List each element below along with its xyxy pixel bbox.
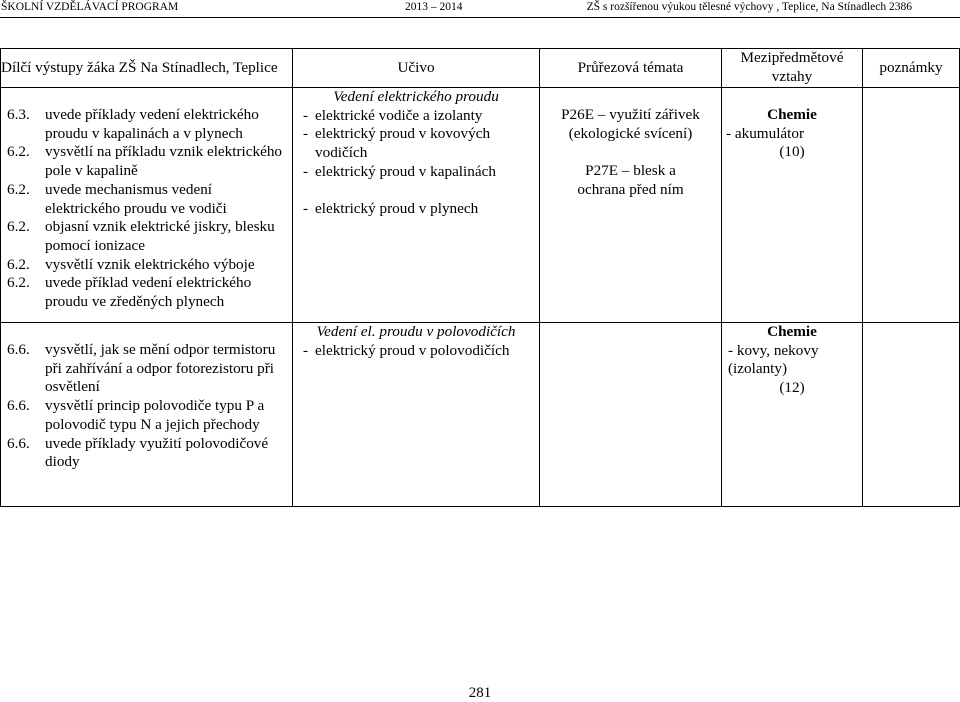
ucivo-cell <box>293 323 540 507</box>
ucivo-item <box>293 107 539 126</box>
outcome-item <box>1 106 292 143</box>
outcome-item <box>1 397 292 434</box>
outcome-number: 6.3. <box>7 106 30 123</box>
table-row <box>1 323 960 507</box>
column-header-ucivo: Učivo <box>293 49 540 88</box>
header-school-year: 2013 – 2014 <box>405 1 463 13</box>
column-header-outcomes: Dílčí výstupy žáka ZŠ Na Stínadlech, Teplice <box>1 49 293 88</box>
ucivo-topic-title: Vedení elektrického proudu <box>333 88 499 105</box>
interdisciplinary-cell <box>722 323 863 507</box>
column-header-interdisciplinary: Mezipředmětové vztahy <box>722 49 863 88</box>
outcome-text: uvede mechanismus vedení elektrického proudu ve vodiči <box>45 180 227 217</box>
table-row <box>1 88 960 323</box>
outcome-item <box>1 435 292 472</box>
spacer <box>540 143 721 162</box>
dash-marker: - <box>303 106 309 124</box>
ucivo-item-text: elektrický proud v plynech <box>315 200 479 218</box>
ucivo-item <box>293 342 539 361</box>
header-school-program: ŠKOLNÍ VZDĚLÁVACÍ PROGRAM <box>1 1 179 13</box>
outcome-text: vysvětlí, jak se mění odpor termistoru při zahřívání a odpor fotorezistoru při osvětlení <box>45 341 276 396</box>
outcome-number: 6.2. <box>7 255 30 273</box>
subject-topic: - akumulátor <box>726 124 805 142</box>
outcome-number: 6.6. <box>7 397 30 415</box>
dash-marker: - <box>303 125 309 143</box>
table-header-row <box>1 49 960 88</box>
column-header-cross-curricular: Průřezová témata <box>540 49 722 88</box>
dash-marker: - <box>303 341 309 359</box>
outcome-item <box>1 256 292 275</box>
subject-name: Chemie <box>767 106 817 123</box>
outcome-number: 6.6. <box>7 434 30 452</box>
page-number: 281 <box>468 685 492 701</box>
spacer <box>293 182 539 201</box>
subject-topic: - kovy, nekovy (izolanty) <box>728 341 819 378</box>
outcome-text: vysvětlí na příkladu vznik elektrického pole v kapalině <box>45 143 283 180</box>
outcome-number: 6.2. <box>7 180 30 198</box>
outcome-item <box>1 274 292 311</box>
outcome-text: objasní vznik elektrické jiskry, blesku pomocí ionizace <box>45 218 275 254</box>
outcome-text: vysvětlí vznik elektrického výboje <box>45 255 255 273</box>
dash-marker: - <box>303 162 309 180</box>
outcome-item <box>1 218 292 255</box>
cross-curricular-cell <box>540 88 722 323</box>
outcomes-cell <box>1 323 293 507</box>
ucivo-item-text: elektrické vodiče a izolanty <box>315 106 483 124</box>
header-rule <box>0 17 960 18</box>
ucivo-item-text: elektrický proud v kapalinách <box>315 162 496 180</box>
header-school-name: ZŠ s rozšířenou výukou tělesné výchovy , Teplice, Na Stínadlech 2386 <box>586 1 912 13</box>
ucivo-item <box>293 200 539 219</box>
notes-cell <box>863 88 960 323</box>
outcome-number: 6.6. <box>7 341 30 358</box>
outcome-number: 6.2. <box>7 218 30 236</box>
reference-number: (10) <box>779 143 805 161</box>
ucivo-item-text: elektrický proud v polovodičích <box>315 341 510 359</box>
ucivo-item <box>293 125 539 162</box>
outcome-number: 6.2. <box>7 143 30 161</box>
outcomes-cell <box>1 88 293 323</box>
column-header-notes: poznámky <box>863 49 960 88</box>
outcome-text: vysvětlí princip polovodiče typu P a polovodič typu N a jejich přechody <box>45 397 265 433</box>
cross-curricular-topic: P27E – blesk a ochrana před ním <box>577 162 684 198</box>
dash-marker: - <box>303 200 309 218</box>
outcome-item <box>1 143 292 180</box>
interdisciplinary-cell <box>722 88 863 323</box>
outcome-text: uvede příklad vedení elektrického proudu ve zředěných plynech <box>45 274 252 311</box>
reference-number: (12) <box>779 379 805 397</box>
page-header <box>0 0 960 18</box>
outcome-item <box>1 341 292 397</box>
subject-name: Chemie <box>767 323 817 340</box>
notes-cell <box>863 323 960 507</box>
outcome-item <box>1 181 292 218</box>
outcome-text: uvede příklady vedení elektrického proudu v kapalinách a v plynech <box>45 106 259 142</box>
curriculum-table <box>0 48 960 507</box>
outcome-text: uvede příklady využití polovodičové diody <box>45 434 269 471</box>
outcome-number: 6.2. <box>7 274 30 292</box>
ucivo-item <box>293 163 539 182</box>
cross-curricular-cell <box>540 323 722 507</box>
cross-curricular-topic: P26E – využití zářivek (ekologické svícení) <box>561 106 700 142</box>
ucivo-topic-title: Vedení el. proudu v polovodičích <box>316 323 516 340</box>
ucivo-cell <box>293 88 540 323</box>
ucivo-item-text: elektrický proud v kovových vodičích <box>315 125 491 162</box>
